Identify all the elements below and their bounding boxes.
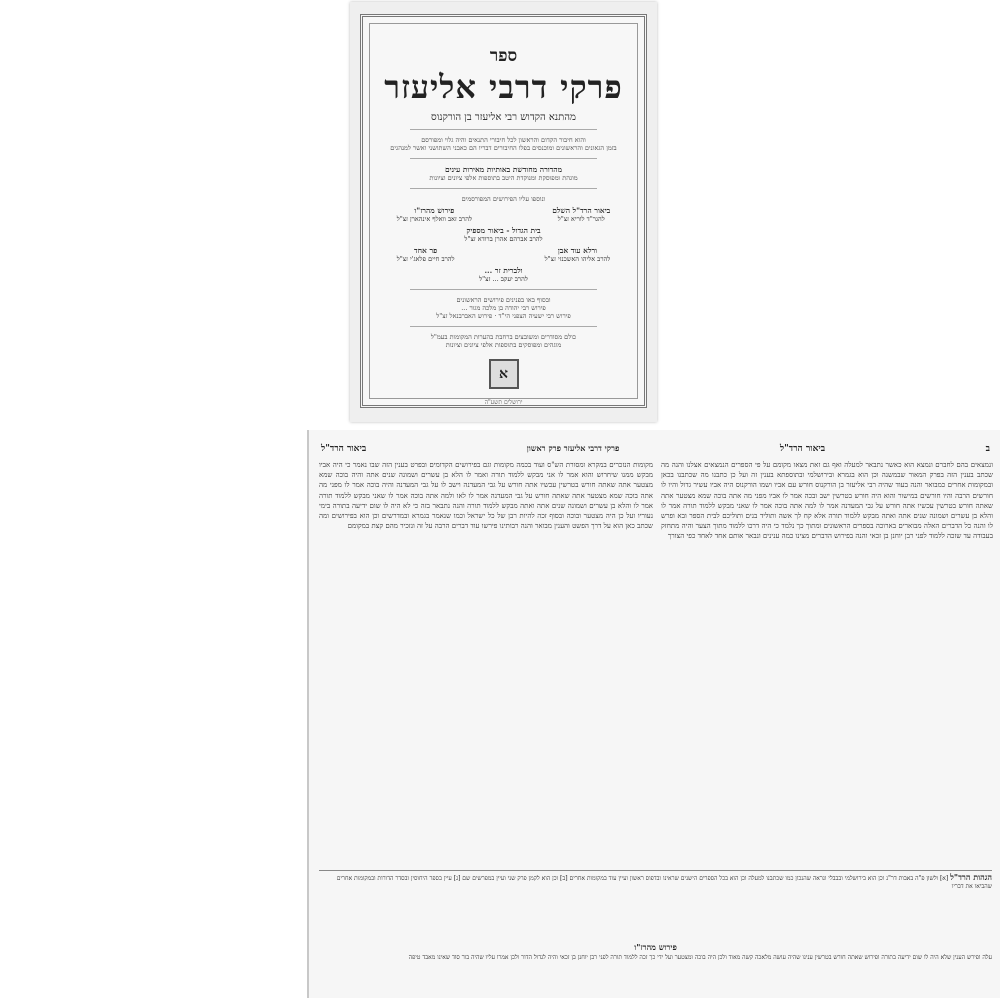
closing-line-1: כולם מסודרים ומשובצים ברחבת בהערות המקומות בעמ"ל: [430, 333, 577, 341]
commentary-row: [397, 266, 611, 283]
publisher-line: ירושלים תשע"ה: [484, 399, 523, 406]
hagahot-text: [א] ולשון פ"ה באבות דר"נ וכן הוא בירושלמי ובבבלי ונראה שהנכון כמו שכתבנו למעלה וכן הוא בכל הספרים הישנים שראינו ובדפוס ראשון ועיין עוד במקומות אחרים [ב] וכן הוא לקמן פרק שני ועיין במפרשים שם [ג] עיין בספר היחוסין ובסדר הדורות ובמקומות אחרים שהביאו את דבריו: [336, 875, 992, 891]
commentary-author: להרב חיים פלאג'י זצ"ל: [396, 255, 455, 263]
commentary-name: בית הגדול - ביאור מספיק: [466, 226, 541, 235]
page-letter: ב: [985, 443, 990, 454]
publisher-logo-icon: א: [489, 359, 519, 389]
peirush-text: עלה ופירש הענין שלא היה לו שום ידיעה בתורה ופירוש שאתה חורש בטרשין ענינו שהיה עושה מלאכה קשה מאוד ולכן היה בוכה ומצטער ועל ידי כך זכה ללמוד תורה לפני רבן יוחנן בן זכאי והיה לגדול הדור ולכן אמרו עליו שהיה בור סוד שאינו מאבד טיפה: [408, 954, 992, 961]
header-right: ביאור הרד"ל: [779, 443, 826, 454]
more-commentaries-line-2: פירוש רבי ישעיה הצפני הי"ד · פירוש האברבנאל זצ"ל: [436, 312, 571, 320]
commentary-name: ביאור הרד"ל השלם: [552, 206, 611, 215]
commentary-name: ורלא עוד אבן: [557, 246, 598, 255]
commentary-name: ולברית זר ...: [484, 266, 523, 275]
more-commentaries-line-1: פירוש רבי יהודה בן מלכה מגור ...: [461, 304, 546, 312]
commentary-entry: [552, 206, 610, 223]
text-column-left: מקומות הנזכרים במקרא ומסורת הש"ס ועוד בכמה מקומות וגם בפירושים הקדומים ובפרט בענין הזה שבו נאמר כי היה אביו מבקש ממנו שיחרוש והוא אמר לו אני מבקש ללמוד תורה ואמר לו הלא בן עשרים ושמונה שנים אתה והיה בוכה שמא מצטער אתה שאתה חורש בטרשין עכשיו אתה חורש על גבי המעדנה וישב לו על גבי המעדנה והיה בוכה אמר לו מפני מה אתה בוכה שמא מצטער אתה שאתה חורש על גבי המעדנה אמר לו לאו ולמה אתה בוכה אמר לו שאני מבקש ללמוד תורה אמר לו והלא בן עשרים ושמונה שנים אתה ואתה מבקש ללמוד תורה והנה נתבאר בזה כי לא היה לו שום ידיעה בתורה בימי נעוריו ועל כן היה מצטער ובוכה ובסוף זכה להיות רבן של כל ישראל וכמו שנאמר בגמרא ובמדרשים וכן הוא בפירושים ומה שכתב כאן הוא על דרך הפשט והענין מבואר והנה רבותינו פירשו עוד דברים הרבה על זה ונזכיר מהם קצת במקומם: [319, 461, 653, 531]
divider: [410, 326, 597, 327]
header-center: פרקי דרבי אליעזר פרק ראשון: [526, 443, 620, 453]
commentaries-heading: ונוספו עליו הפירושים המפורסמים: [461, 195, 546, 203]
commentary-name: פר אחד: [414, 246, 438, 255]
text-page: [307, 430, 1000, 998]
divider: [410, 158, 597, 159]
commentary-entry: [397, 246, 455, 263]
description-line-1: והוא חיבור הקדום והראשון לכל חיבורי התנאים והיה גלוי ומפורסם: [421, 136, 586, 144]
divider: [410, 188, 597, 189]
description-line-2: בזמן הגאונים והראשונים ומוכנסים בפלו החיבורים דבריו הם כאבני השתושני ואשר למנהגים: [390, 144, 617, 152]
header-left: ביאור הרד"ל: [321, 443, 367, 454]
commentary-entry: [464, 226, 542, 243]
hagahot-title: הגהות הרד"ל: [950, 872, 992, 882]
commentary-author: להרב אליהו האשכנזי זצ"ל: [544, 255, 611, 263]
running-header: [321, 440, 990, 456]
edition-line-1: מהדורה מחודשת באותיות מאירות עינים: [444, 165, 563, 174]
commentary-row: [397, 206, 611, 223]
book-title: פרקי דרבי אליעזר: [384, 68, 623, 106]
sefer-label: ספר: [489, 46, 518, 66]
more-commentaries-heading: ובסוף באו בפנינים פירושים הראשונים: [456, 296, 551, 304]
title-page: [350, 2, 657, 422]
title-page-inner-border: [369, 23, 638, 406]
commentary-author: להרב אברהם אהרן ברודא זצ"ל: [464, 235, 543, 243]
text-column-right: ונמצאים בהם לחברם ונמצא הוא כאשר נתבאר למעלה ואף גם זאת מצאו מקומם על פי הספרים הנמצאים אצלנו והנה מה שכתב בענין הזה בפרק המאור שבמשנה וכן הוא בגמרא ובירושלמי ובתוספתא בענין זה ועל כן כתבנו מה שכתבנו בכאן ובמקומות אחרים כמבואר והנה בעוד שהיה רבי אליעזר בן הורקנוס חורש עם אביו ושמו הורקנוס היה אביו עשיר גדול והיו לו חורשים הרבה והיו חורשים במישור והוא היה חורש בטרשין ישב ובכה אמר לו אביו מפני מה אתה בוכה שמא מצטער אתה שאתה חורש בטרשין עכשיו אתה חורש על גבי המעדנה אמר לו למה אתה בוכה אמר לו שאני מבקש ללמוד תורה אמר לו והלא בן עשרים ושמונה שנים אתה ואתה מבקש ללמוד תורה אלא קח לך אשה ותוליד בנים ותוליכם לבית הספר ובא ופרש לו והנה כל הדברים האלה מבוארים בארוכה בספרים הראשונים ומתוך כך נלמד כי היה דרכו ללמוד מתוך הצער והיה מתחזק בעבודה עד שזכה ללמוד לפני רבן יוחנן בן זכאי והנה בפירוש הדברים מצינו כמה ענינים ונבאר אותם אחד לאחד כפי הצורך: [661, 461, 993, 541]
hagahot-section: [319, 870, 992, 941]
commentary-author: להרב יעקב ... זצ"ל: [479, 275, 528, 283]
author-line: מהתנא הקדוש רבי אליעזר בן הורקנוס: [431, 112, 576, 123]
divider: [410, 289, 597, 290]
commentary-entry: [479, 266, 528, 283]
commentary-entry: [545, 246, 611, 263]
commentary-name: פירוש מהרז"ו: [414, 206, 455, 215]
title-page-frame: [360, 14, 647, 408]
commentary-row: [397, 226, 611, 243]
divider: [410, 129, 597, 130]
commentary-author: להרב זאב וואלף אינהארן זצ"ל: [396, 215, 473, 223]
commentary-row: [397, 246, 611, 263]
closing-line-2: מוגהים ומפוסקים בתוספות אלפי ציונים וציונות: [445, 341, 562, 349]
commentary-author: להגר"ד לוריא זצ"ל: [557, 215, 605, 223]
commentary-entry: [397, 206, 472, 223]
peirush-title: פירוש מהרז"ו: [634, 942, 677, 952]
edition-line-2: מוגהת ומפוסקת ומנוקדת היטב בתוספות אלפי ציונים וציונות: [429, 174, 578, 182]
